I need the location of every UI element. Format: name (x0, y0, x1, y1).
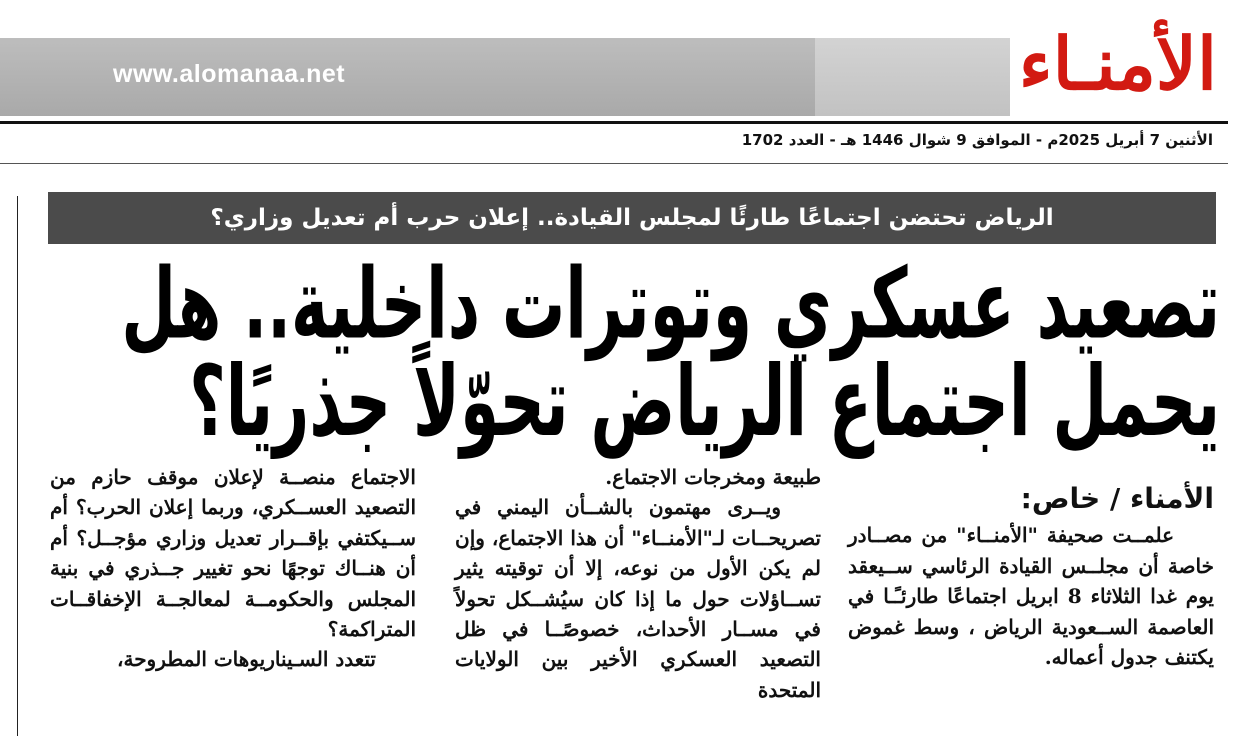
kicker-headline: الرياض تحتضن اجتماعًا طارئًا لمجلس القيادة.. إعلان حرب أم تعديل وزاري؟ (210, 205, 1054, 231)
main-headline (40, 221, 1220, 485)
paragraph: طبيعة ومخرجات الاجتماع. (605, 465, 821, 489)
byline: الأمناء / خاص: (1020, 482, 1214, 515)
masthead-divider (0, 121, 1228, 124)
article-column-left (50, 462, 416, 675)
paragraph: تتعدد السـيناريوهات المطروحة، (117, 647, 376, 672)
article-column-middle (455, 462, 821, 705)
article-column-right (848, 462, 1214, 672)
column-rule (17, 196, 18, 736)
main-headline-text: تصعيد عسكري وتوترات داخلية.. هل يحمل اجتماع الرياض تحوّلاً جذريًا؟ (121, 247, 1220, 459)
dateline-divider (0, 163, 1228, 164)
dateline: الأثنين 7 أبريل 2025م - الموافق 9 شوال 1446 هـ - العدد 1702 (741, 131, 1213, 149)
masthead-panel (815, 38, 1010, 116)
paragraph: الاجتماع منصــة لإعلان موقف حازم من التصعيد العســكري، وربما إعلان الحرب؟ أم ســيكتفي بإقــرار تعديل وزاري مؤجــل؟ أم أن هنــاك توجهًا نحو تغيير جــذري في بنية المجلس والحكومــة لمعالجــة الإخفاقــات المتراكمة؟ (50, 465, 416, 642)
paragraph: علمــت صحيفة "الأمنــاء" من مصــادر خاصة أن مجلــس القيادة الرئاسي ســيعقد يوم غدا الثلاثاء 8 ابريل اجتماعًا طارئـًـا في العاصمة الســعودية الرياض ، وسط غموض يكتنف جدول أعماله. (848, 523, 1215, 670)
paragraph: ويــرى مهتمون بالشــأن اليمني في تصريحــات لـ"الأمنــاء" أن هذا الاجتماع، وإن لم يكن الأول من نوعه، إلا أن توقيته يثير تســاؤلات حول ما إذا كان سيُشــكل تحولاً في مســار الأحداث، خصوصًــا في ظل التصعيد العسكري الأخير بين الولايات المتحدة (455, 495, 821, 702)
newspaper-logo: الأمنـاء (1018, 21, 1217, 106)
site-url: www.alomanaa.net (113, 60, 346, 88)
